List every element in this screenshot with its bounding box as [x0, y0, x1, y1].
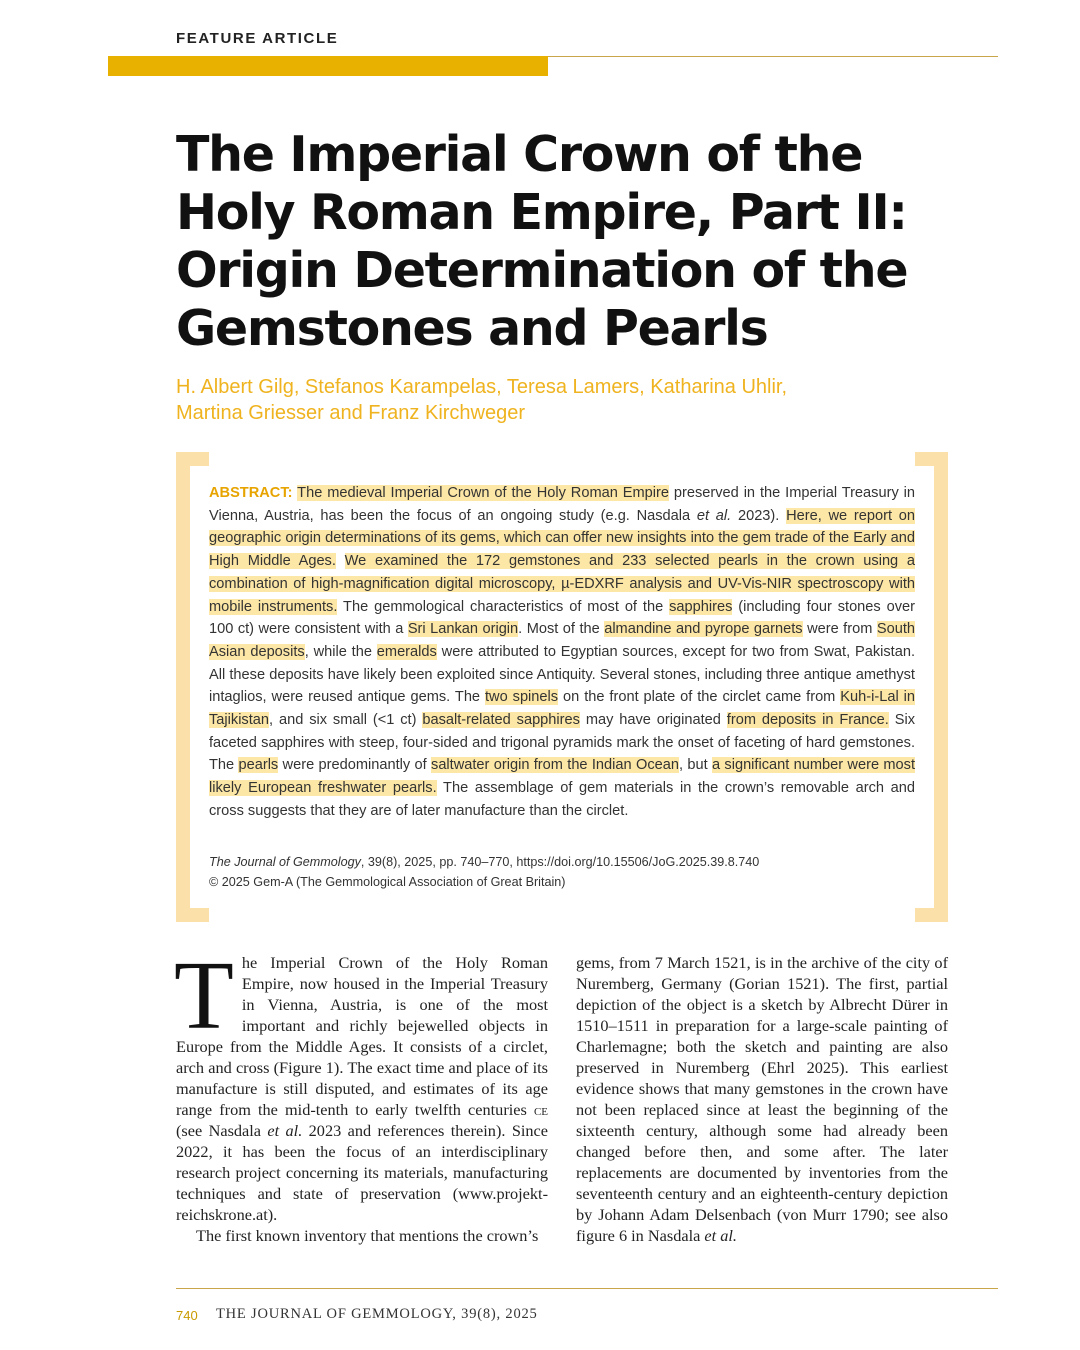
abstract-highlight: basalt-related sapphires	[422, 712, 580, 729]
abstract-highlight: sapphires	[669, 598, 733, 615]
abstract-highlight: We examined the 172 gemstones and 233 selected pearls in the crown using a combination of high-magnification digital microscopy, µ-EDXRF analysis and UV-Vis-NIR spectroscopy with mobile instruments.	[209, 553, 915, 615]
abstract-bracket-right	[915, 452, 948, 922]
page-number: 740	[176, 1308, 198, 1323]
abstract-span: may have originated	[579, 712, 727, 729]
body-text: et al.	[704, 1226, 737, 1245]
abstract-highlight: Here, we report on geographic origin determinations of its gems, which can offer new insights into the gem trade of the Early and High Middle Ages.	[209, 507, 915, 570]
abstract-text	[209, 482, 915, 823]
body-text: (see Nasdala	[176, 1121, 268, 1140]
dropcap-letter: T	[174, 942, 234, 1050]
abstract-label: ABSTRACT:	[209, 485, 293, 501]
body-text: The first known inventory that mentions the crown’s	[196, 1226, 539, 1245]
abstract-span: were attributed to Egyptian sources, except for two from Swat, Pakistan. All these deposits have likely been exploited since Antiquity. Several stones, including three antique amethyst intaglios, were reused antique gems. The	[209, 643, 916, 706]
abstract-span: Six faceted sapphires with steep, four-sided and trigonal pyramids mark the onset of faceting of hard gemstones. The	[209, 712, 915, 774]
footer-rule	[176, 1288, 998, 1289]
article-title: The Imperial Crown of the Holy Roman Empire, Part II: Origin Determination of the Gemstones and Pearls	[176, 126, 908, 357]
abstract-span: were from	[802, 621, 877, 638]
abstract-bracket-left	[176, 452, 209, 922]
abstract-span: , but	[678, 757, 712, 774]
abstract-highlight: emeralds	[376, 643, 437, 660]
abstract-highlight: saltwater origin from the Indian Ocean	[431, 757, 679, 774]
abstract-citation	[209, 852, 915, 892]
authors-line: Martina Griesser and Franz Kirchweger	[176, 402, 526, 424]
running-title: THE JOURNAL OF GEMMOLOGY, 39(8), 2025	[216, 1306, 538, 1322]
citation-details: , 39(8), 2025, pp. 740–770, https://doi.org/10.15506/JoG.2025.39.8.740	[360, 855, 760, 869]
abstract-highlight: Kuh-i-Lal in Tajikistan	[209, 689, 915, 729]
body-text: et al.	[267, 1121, 303, 1140]
abstract-highlight: a significant number were most likely European freshwater pearls.	[209, 757, 916, 797]
abstract-span	[336, 553, 345, 569]
citation-journal: The Journal of Gemmology	[209, 855, 361, 869]
abstract-highlight: pearls	[238, 757, 279, 774]
abstract-highlight: almandine and pyrope garnets	[604, 621, 803, 638]
abstract-span: The assemblage of gem materials in the crown’s removable arch and cross suggests that they are of later manufacture than the circlet.	[209, 780, 915, 819]
citation-line	[209, 852, 915, 872]
body-text: ce	[533, 1100, 548, 1119]
abstract-span: 2023).	[731, 507, 787, 524]
abstract-span: , and six small (<1 ct)	[269, 712, 423, 729]
abstract-span: preserved in the Imperial Treasury in Vienna, Austria, has been the focus of an ongoing study (e.g. Nasdala	[209, 485, 916, 524]
abstract-highlight: The medieval Imperial Crown of the Holy Roman Empire	[297, 485, 669, 501]
body-text: he Imperial Crown of the Holy Roman Empire, now housed in the Imperial Treasury in Vienna, Austria, is one of the most important and richly bejewelled objects in Europe from the Middle Ages. It consists of a circlet, arch and cross (Figure 1). The exact time and place of its manufacture is still disputed, and estimates of its age range from the mid-tenth to early twelfth centuries	[176, 953, 548, 1119]
abstract-highlight: South Asian deposits	[209, 621, 915, 660]
body-text: gems, from 7 March 1521, is in the archive of the city of Nuremberg, Germany (Gorian 1521). The first, partial depiction of the object is a sketch by Albrecht Dürer in 1510–1511 in preparation for a large-scale painting of Charlemagne; both the sketch and painting are also preserved in Nuremberg (Ehrl 2025). This earliest evidence shows that many gemstones in the crown have not been replaced since at least the beginning of the sixteenth century, although some had already been changed before then, and some after. The later replacements are documented by inventories from the seventeenth century and an eighteenth-century depiction by Johann Adam Delsenbach (von Murr 1790; see also figure 6 in Nasdala	[576, 953, 948, 1245]
abstract-box	[176, 452, 948, 922]
abstract-highlight: from deposits in France.	[726, 712, 889, 729]
abstract-span: , while the	[304, 643, 377, 660]
abstract-span: on the front plate of the circlet came from	[558, 689, 841, 706]
section-label: FEATURE ARTICLE	[176, 30, 339, 47]
abstract-span: et al.	[696, 507, 732, 524]
abstract-span: The gemmological characteristics of most of the	[337, 598, 670, 615]
abstract-span: . Most of the	[518, 621, 605, 638]
authors-line: H. Albert Gilg, Stefanos Karampelas, Teresa Lamers, Katharina Uhlir,	[176, 376, 788, 398]
abstract-span: (including four stones over 100 ct) were consistent with a	[209, 598, 916, 638]
article-authors	[176, 374, 956, 426]
body-text: 2023 and references therein). Since 2022, it has been the focus of an interdisciplinary research project concerning its materials, manufacturing techniques and state of preservation (www.projekt-reichskrone.at).	[176, 1121, 548, 1224]
abstract-span: were predominantly of	[278, 757, 432, 774]
abstract-highlight: two spinels	[485, 689, 559, 706]
abstract-highlight: Sri Lankan origin	[407, 621, 519, 638]
body-column-right	[576, 952, 948, 1246]
header-rule	[548, 56, 998, 57]
header-accent-bar	[108, 56, 548, 76]
body-column-left	[174, 942, 548, 1246]
copyright-line: © 2025 Gem-A (The Gemmological Association of Great Britain)	[209, 875, 566, 889]
